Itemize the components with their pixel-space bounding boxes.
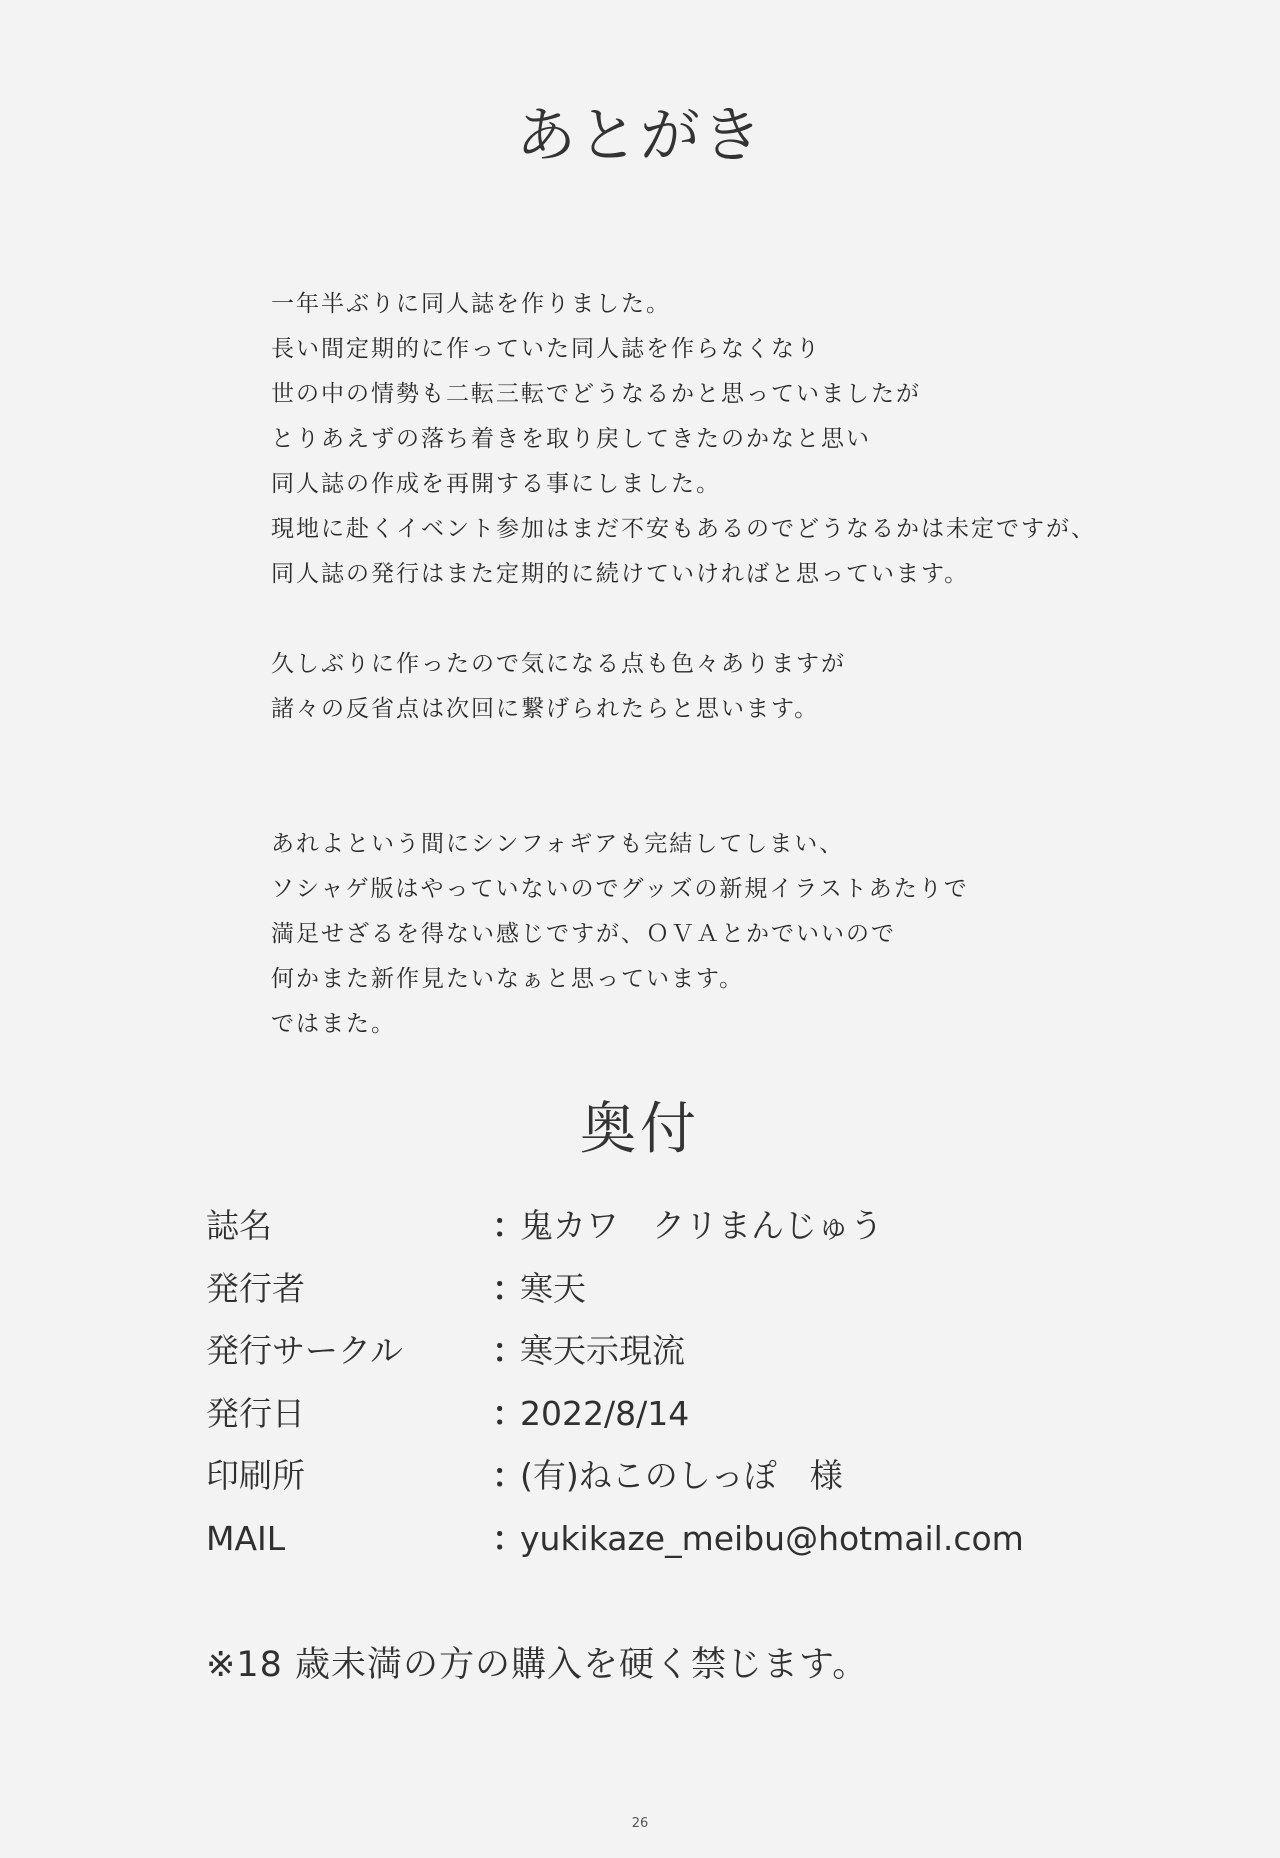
colophon-row-mail: [206, 1508, 1206, 1571]
colophon-separator: ：: [492, 1331, 525, 1370]
colophon-label: 発行サークル: [206, 1331, 404, 1370]
colophon-separator: ：: [492, 1456, 525, 1495]
afterword-title: あとがき: [516, 101, 764, 171]
colophon-separator: ：: [492, 1518, 525, 1558]
colophon-row-publisher: [206, 1258, 1206, 1321]
colophon-row-date: [206, 1383, 1206, 1446]
email-address: yukikaze_meibu@hotmail.com: [520, 1518, 1024, 1558]
afterword-line: とりあえずの落ち着きを取り戻してきたのかなと思い: [271, 426, 871, 452]
colophon-row-title: [206, 1195, 1206, 1258]
afterword-line: 満足せざるを得ない感じですが、ＯＶＡとかでいいので: [271, 921, 896, 947]
colophon-value: 寒天示現流: [520, 1331, 685, 1370]
afterword-line: 一年半ぶりに同人誌を作りました。: [271, 291, 671, 317]
colophon-separator: ：: [492, 1268, 525, 1308]
afterword-line: ではまた。: [271, 1011, 396, 1037]
colophon-separator: ：: [492, 1206, 525, 1245]
colophon-label: 発行者: [206, 1268, 305, 1308]
afterword-line: 同人誌の作成を再開する事にしました。: [271, 471, 721, 497]
colophon-table: [206, 1195, 1206, 1570]
afterword-line: 現地に赴くイベント参加はまだ不安もあるのでどうなるかは未定ですが、: [271, 516, 1096, 542]
afterword-line: あれよという間にシンフォギアも完結してしまい、: [271, 831, 845, 857]
colophon-value: 鬼カワ クリまんじゅう: [520, 1206, 883, 1245]
afterword-line: 同人誌の発行はまた定期的に続けていければと思っています。: [271, 561, 970, 587]
afterword-line: 何かまた新作見たいなぁと思っています。: [271, 966, 745, 992]
colophon-value: 寒天: [520, 1268, 586, 1308]
age-restriction-notice: ※18 歳未満の方の購入を硬く禁じます。: [206, 1645, 869, 1685]
colophon-row-printer: [206, 1445, 1206, 1508]
afterword-line: 世の中の情勢も二転三転でどうなるかと思っていましたが: [271, 381, 921, 407]
colophon-title: 奥付: [580, 1097, 700, 1162]
afterword-line: ソシャゲ版はやっていないのでグッズの新規イラストあたりで: [271, 876, 969, 902]
colophon-value: 2022/8/14: [520, 1393, 690, 1433]
paragraph-gap: [271, 732, 1231, 822]
colophon-label: 印刷所: [206, 1456, 305, 1495]
afterword-line: 諸々の反省点は次回に繋げられたらと思います。: [271, 696, 820, 722]
afterword-line: 長い間定期的に作っていた同人誌を作らなくなり: [271, 336, 821, 362]
colophon-label: MAIL: [206, 1518, 286, 1558]
colophon-separator: ：: [492, 1393, 525, 1433]
colophon-row-circle: [206, 1320, 1206, 1383]
colophon-value: (有)ねこのしっぽ 様: [520, 1456, 843, 1495]
afterword-line: 久しぶりに作ったので気になる点も色々ありますが: [271, 651, 846, 677]
colophon-label: 発行日: [206, 1393, 305, 1433]
page-number: 26: [631, 1816, 649, 1831]
afterword-body: [271, 282, 1231, 1047]
colophon-label: 誌名: [206, 1206, 272, 1245]
paragraph-gap: [271, 597, 1231, 642]
